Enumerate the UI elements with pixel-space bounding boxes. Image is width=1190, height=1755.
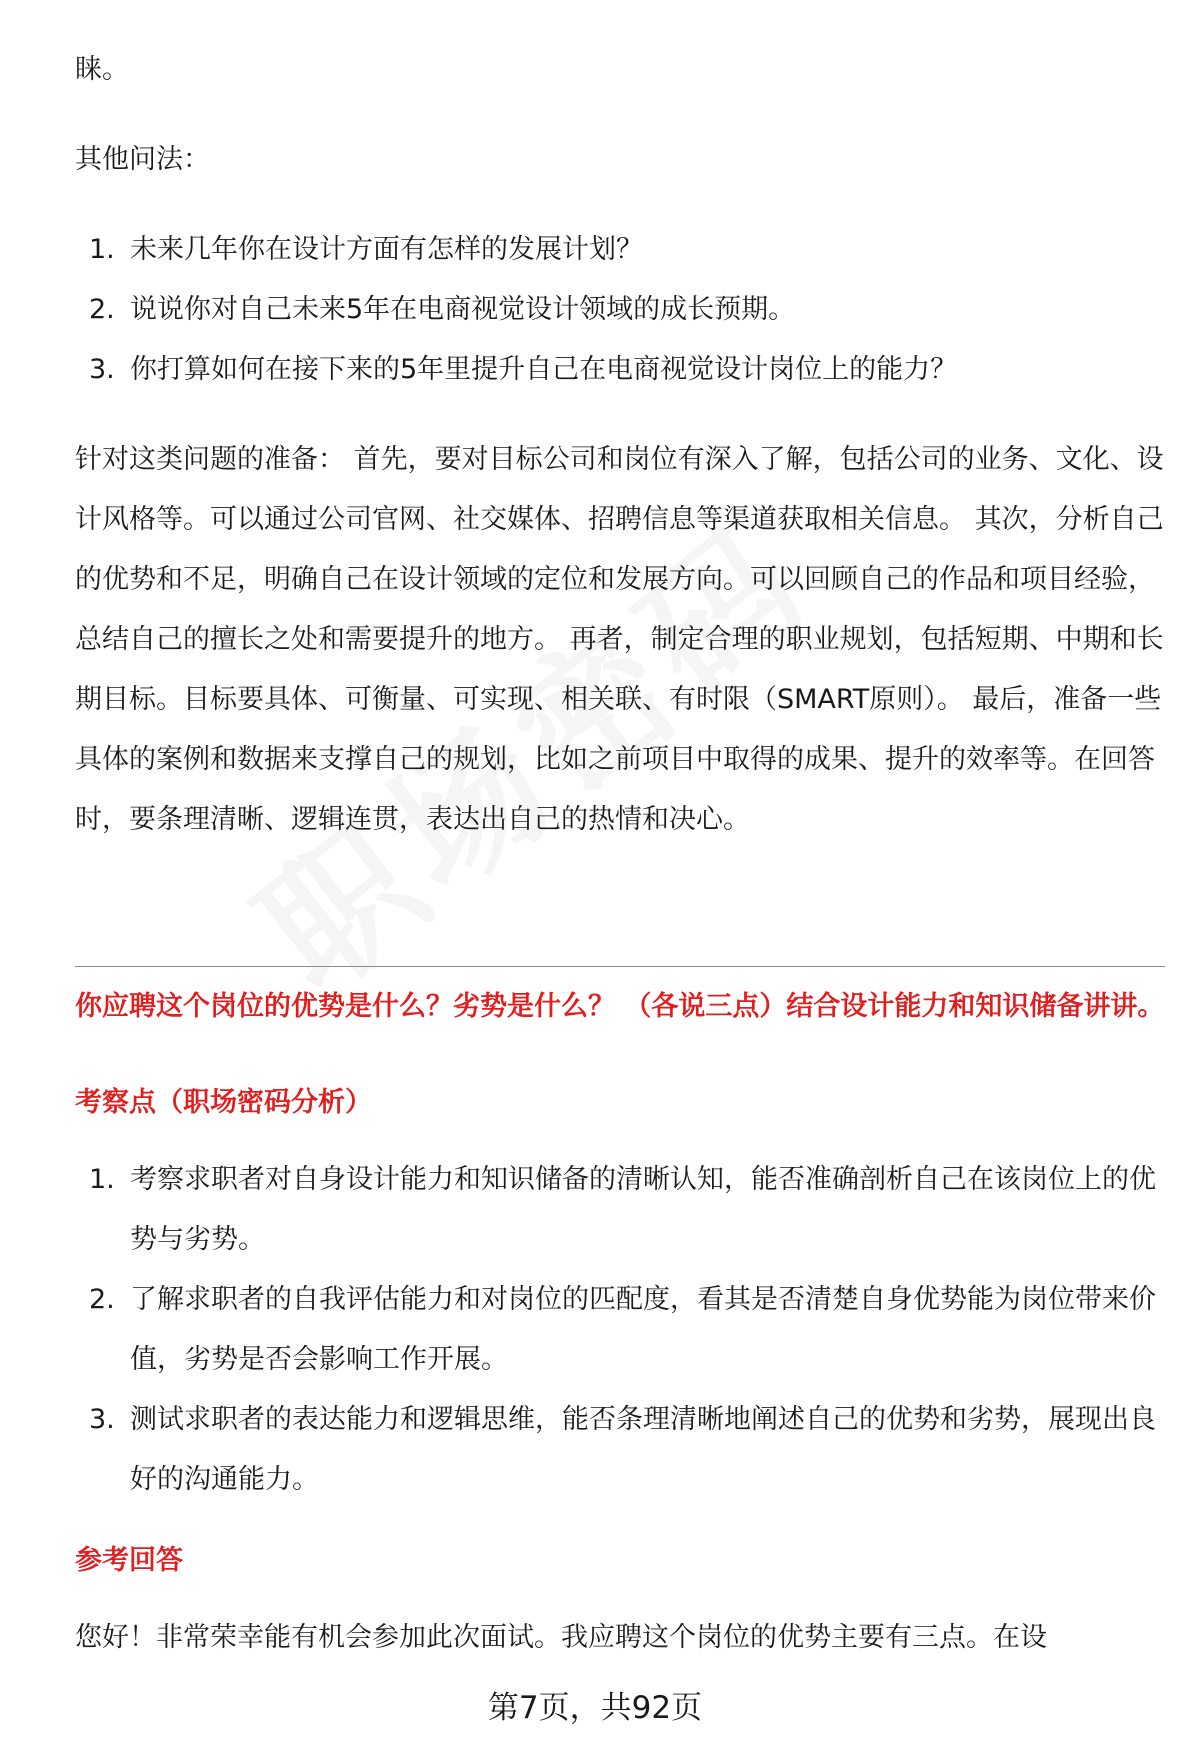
section-divider [75,966,1165,967]
list-item [75,1390,1165,1510]
list-number: 3. [89,1404,115,1435]
list-number: 1. [89,1164,115,1195]
list-text: 测试求职者的表达能力和逻辑思维，能否条理清晰地阐述自己的优势和劣势，展现出良好的沟通能力。 [130,1404,1156,1495]
other-questions-list [75,220,1165,400]
list-number: 2. [89,294,115,325]
focus-heading: 考察点（职场密码分析） [75,1087,372,1118]
list-text: 未来几年你在设计方面有怎样的发展计划？ [130,234,643,265]
list-number: 3. [89,354,115,385]
list-text: 考察求职者对自身设计能力和知识储备的清晰认知，能否准确剖析自己在该岗位上的优势与劣势。 [130,1164,1156,1255]
list-number: 1. [89,234,115,265]
list-item [75,1150,1165,1270]
preparation-paragraph: 针对这类问题的准备： 首先，要对目标公司和岗位有深入了解，包括公司的业务、文化、设计风格等。可以通过公司官网、社交媒体、招聘信息等渠道获取相关信息。 其次，分析自己的优势和不足，明确自己在设计领域的定位和发展方向。可以回顾自己的作品和项目经验，总结自己的擅长之处和需要提升的地方。 再者，制定合理的职业规划，包括短期、中期和长期目标。目标要具体、可衡量、可实现、相关联、有时限（SMART原则）。 最后，准备一些具体的案例和数据来支撑自己的规划，比如之前项目中取得的成果、提升的效率等。在回答时，要条理清晰、逻辑连贯，表达出自己的热情和决心。 [75,444,1164,835]
list-text: 你打算如何在接下来的5年里提升自己在电商视觉设计岗位上的能力？ [130,354,958,385]
list-item [75,340,1165,400]
list-item [75,220,1165,280]
focus-list [75,1150,1165,1510]
page-footer: 第7页，共92页 [487,1690,703,1726]
answer-paragraph: 您好！非常荣幸能有机会参加此次面试。我应聘这个岗位的优势主要有三点。在设 [75,1622,1047,1653]
list-number: 2. [89,1284,115,1315]
lead-text: 睐。 [75,54,129,85]
question-title: 你应聘这个岗位的优势是什么？劣势是什么？ （各说三点）结合设计能力和知识储备讲讲。 [75,991,1165,1022]
list-text: 说说你对自己未来5年在电商视觉设计领域的成长预期。 [130,294,796,325]
answer-heading: 参考回答 [75,1545,183,1576]
other-questions-heading: 其他问法： [75,144,210,175]
list-text: 了解求职者的自我评估能力和对岗位的匹配度，看其是否清楚自身优势能为岗位带来价值，劣势是否会影响工作开展。 [130,1284,1156,1375]
list-item [75,280,1165,340]
list-item [75,1270,1165,1390]
